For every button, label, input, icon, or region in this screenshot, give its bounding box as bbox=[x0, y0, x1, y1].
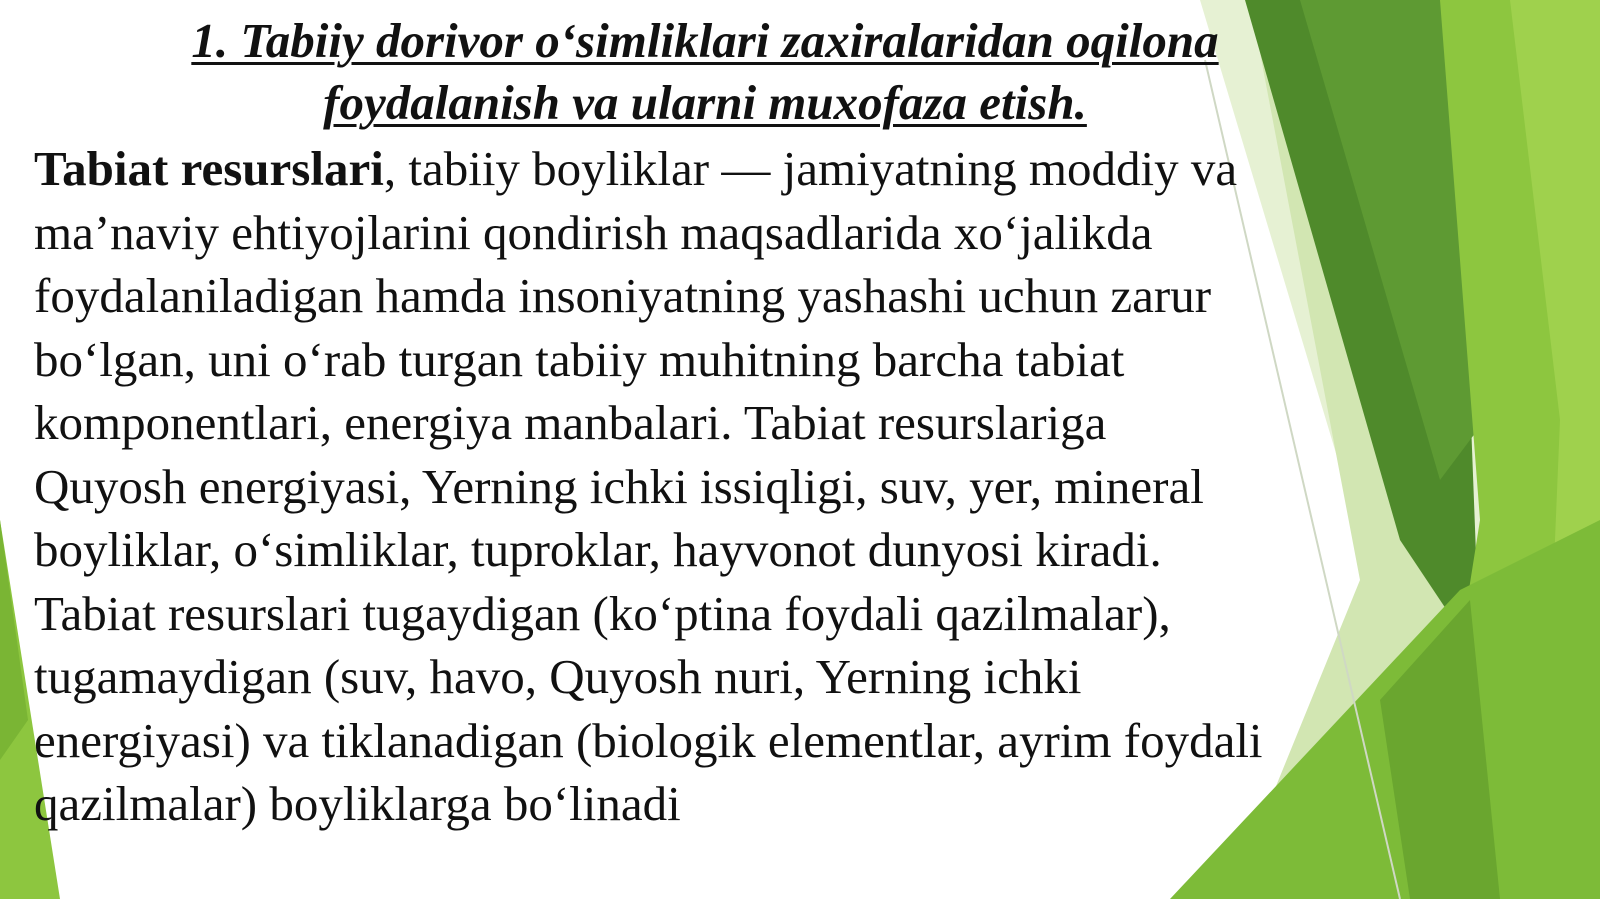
body-line: komponentlari, energiya manbalari. Tabiat resurslariga bbox=[34, 395, 1107, 450]
body-line: qazilmalar) boyliklarga bo‘linadi bbox=[34, 776, 681, 831]
slide-title-line-1: 1. Tabiiy dorivor o‘simliklari zaxiralaridan oqilona bbox=[191, 13, 1219, 68]
slide-title bbox=[60, 10, 1350, 134]
body-line: boyliklar, o‘simliklar, tuproklar, hayvonot dunyosi kiradi. bbox=[34, 522, 1162, 577]
body-paragraph bbox=[34, 137, 1404, 836]
slide-title-line-2: foydalanish va ularni muxofaza etish. bbox=[323, 75, 1087, 130]
body-line: Tabiat resurslari tugaydigan (ko‘ptina foydali qazilmalar), bbox=[34, 585, 1171, 641]
body-line: tugamaydigan (suv, havo, Quyosh nuri, Yerning ichki bbox=[34, 649, 1082, 704]
body-line: foydalaniladigan hamda insoniyatning yashashi uchun zarur bbox=[34, 268, 1212, 323]
defined-term: Tabiat resurslari bbox=[34, 141, 384, 196]
body-line: bo‘lgan, uni o‘rab turgan tabiiy muhitning barcha tabiat bbox=[34, 331, 1125, 387]
body-line: ma’naviy ehtiyojlarini qondirish maqsadlarida xo‘jalikda bbox=[34, 204, 1153, 260]
body-line-1-rest: , tabiiy boyliklar — jamiyatning moddiy va bbox=[383, 141, 1238, 196]
body-line: Quyosh energiyasi, Yerning ichki issiqligi, suv, yer, mineral bbox=[34, 458, 1204, 514]
body-line: energiyasi) va tiklanadigan (biologik elementlar, ayrim foydali bbox=[34, 712, 1263, 768]
body-line-1 bbox=[34, 137, 1404, 201]
left-green-facet-shade bbox=[0, 520, 28, 760]
